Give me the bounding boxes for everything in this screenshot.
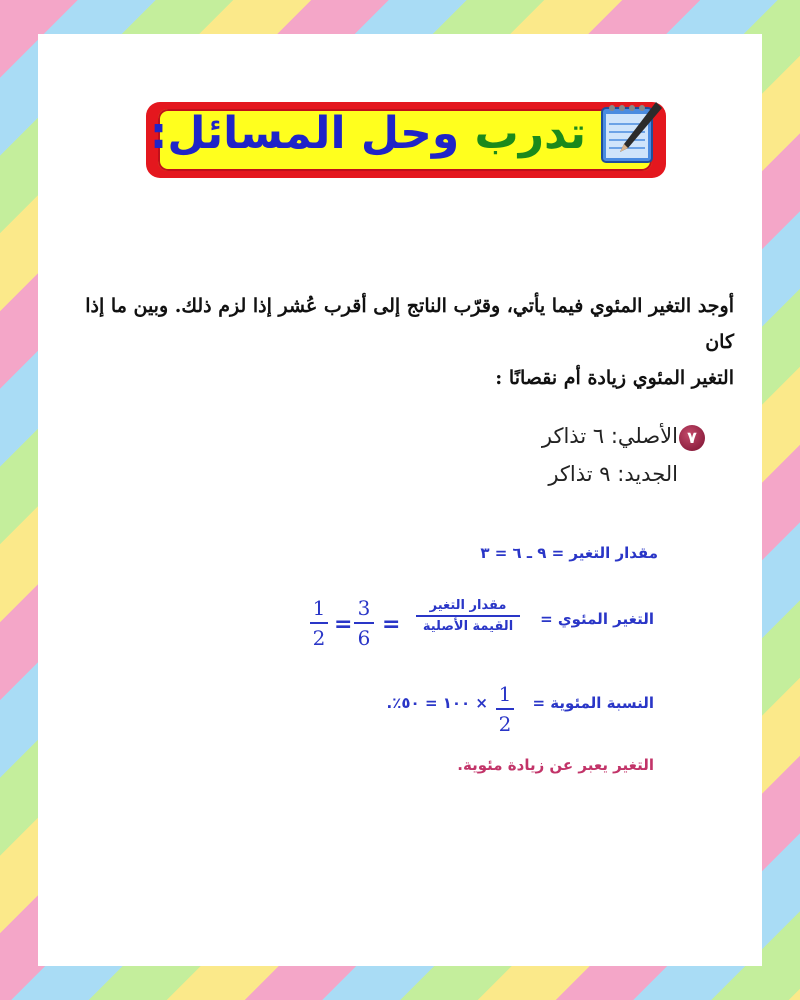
formula-denominator: القيمة الأصلية xyxy=(422,618,514,634)
worksheet-page xyxy=(38,34,762,966)
notepad-pen-icon xyxy=(594,98,666,170)
conclusion-text: التغير يعبر عن زيادة مئوية. xyxy=(457,756,654,774)
fraction-bar xyxy=(354,622,374,624)
fraction-one-half-percent xyxy=(496,682,514,736)
fraction-denominator: 2 xyxy=(498,711,512,736)
instructions-text xyxy=(58,288,734,396)
fraction-one-half xyxy=(310,596,328,650)
fraction-numerator: 3 xyxy=(357,596,371,620)
new-value: الجديد: ٩ تذاكر xyxy=(548,462,678,486)
instructions-line-1: أوجد التغير المئوي فيما يأتي، وقرّب الناتج إلى أقرب عُشر إذا لزم ذلك. وبين ما إذا كان xyxy=(85,295,734,353)
percent-change-label: التغير المئوي = xyxy=(540,610,654,628)
instructions-line-2: التغير المئوي زيادة أم نقصانًا : xyxy=(495,367,734,389)
formula-fraction-bar xyxy=(416,615,520,617)
banner-title xyxy=(149,104,586,164)
fraction-numerator: 1 xyxy=(312,596,326,620)
banner-word-practice: تدرب xyxy=(474,108,586,159)
formula-fraction xyxy=(416,598,520,634)
fraction-bar xyxy=(496,708,514,710)
percent-label: النسبة المئوية = xyxy=(532,694,654,712)
equals-sign-1: = xyxy=(382,612,401,637)
fraction-denominator: 6 xyxy=(357,625,371,650)
fraction-denominator: 2 xyxy=(312,625,326,650)
equals-sign-2: = xyxy=(334,612,353,637)
title-banner xyxy=(146,102,666,178)
change-amount-line: مقدار التغير = ٩ ـ ٦ = ٣ xyxy=(480,544,658,562)
fraction-bar xyxy=(310,622,328,624)
percent-result: × ١٠٠ = ٥٠٪. xyxy=(386,694,488,712)
question-number-badge: ٧ xyxy=(679,425,705,451)
banner-word-solve-problems: وحل المسائل: xyxy=(149,108,460,159)
original-value: الأصلي: ٦ تذاكر xyxy=(541,424,678,448)
formula-numerator: مقدار التغير xyxy=(429,598,507,613)
fraction-numerator: 1 xyxy=(498,682,512,706)
fraction-three-sixths xyxy=(354,596,374,650)
